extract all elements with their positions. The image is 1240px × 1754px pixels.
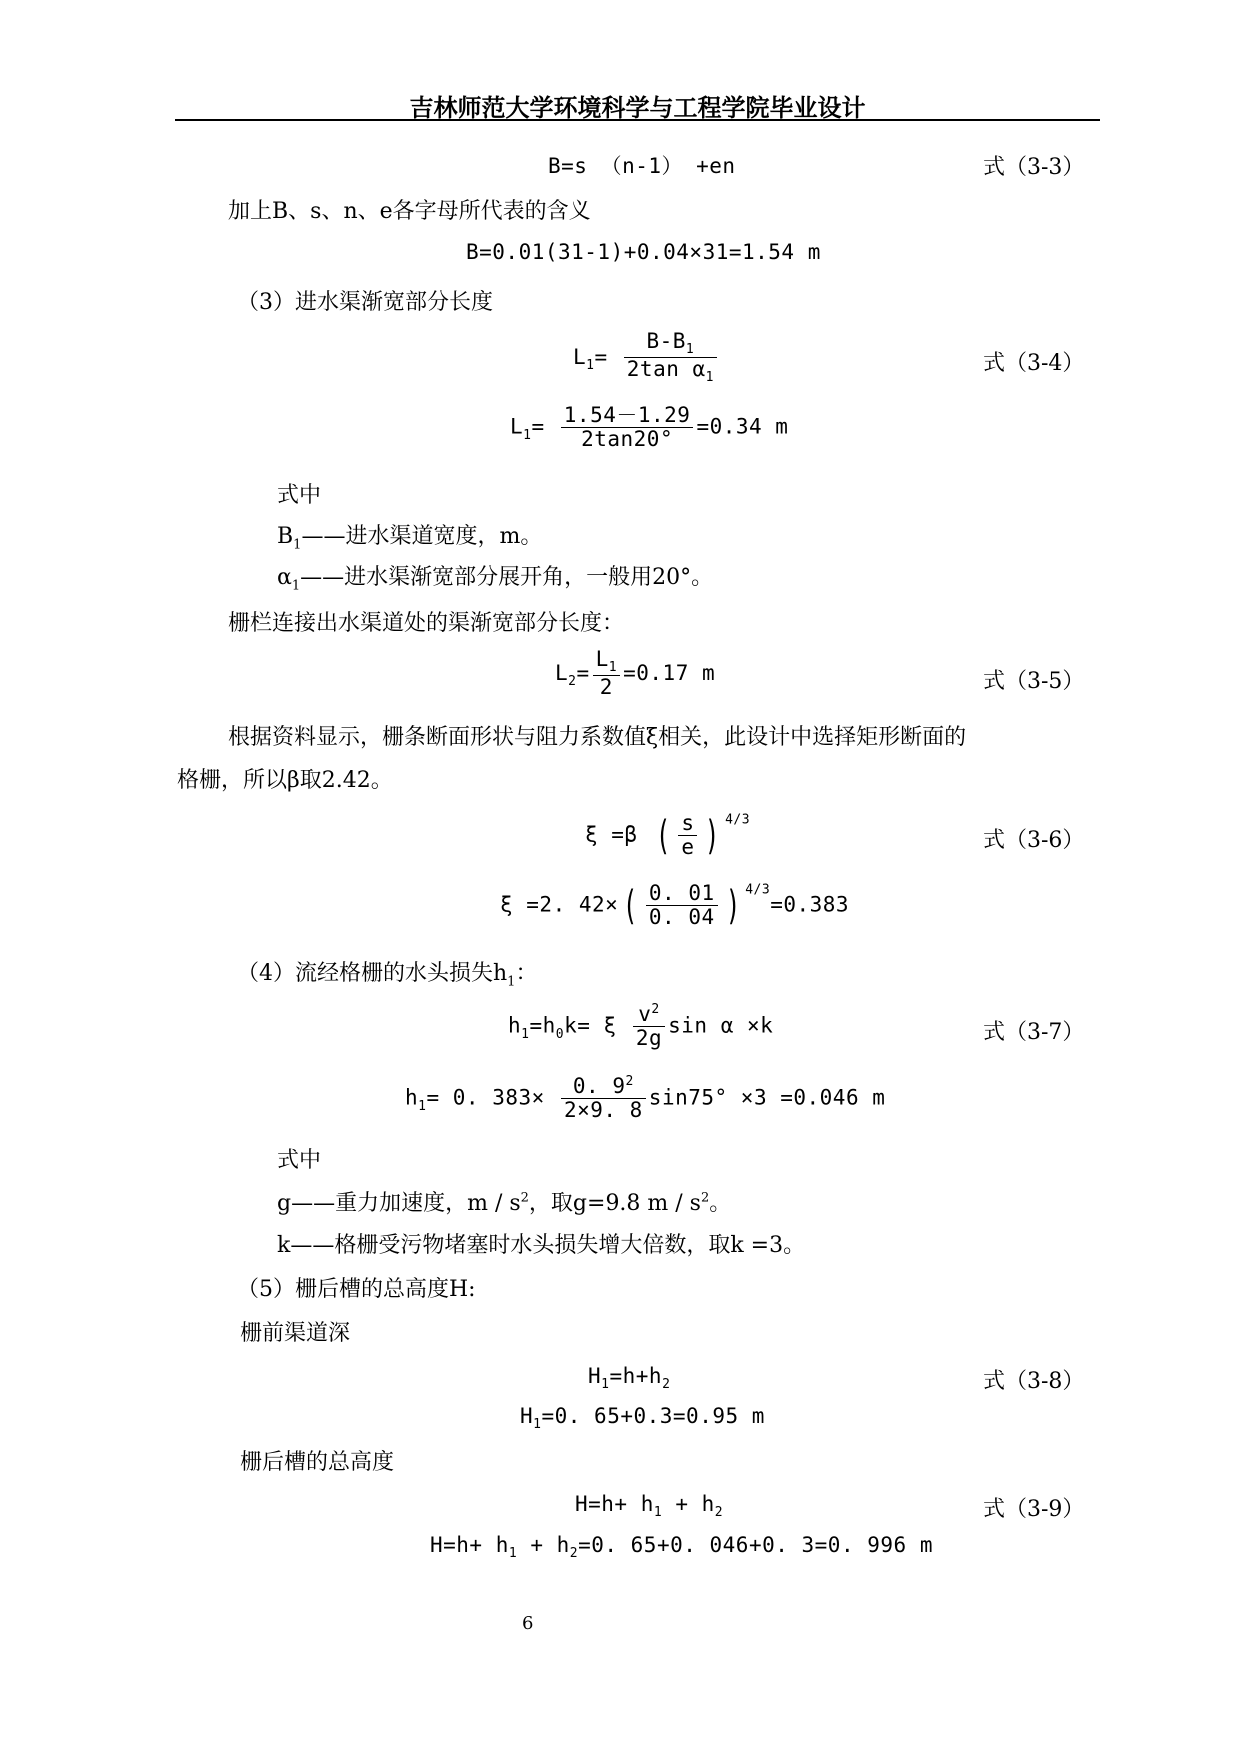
formula-l2: $L_2=$ $\frac{L_1}{2}$ =0.17 m bbox=[555, 647, 716, 700]
formula-l1: $L_1=$ $\frac{B-B_1}{2\tan \alpha_1}$ bbox=[573, 330, 720, 386]
eq-label-3-3: 式（3-3） bbox=[983, 155, 1085, 180]
text-line: 栅前渠道深 bbox=[240, 1321, 351, 1346]
text-line: 加上B、s、n、e各字母所代表的含义 bbox=[228, 199, 591, 224]
eq-label-3-7: 式（3-7） bbox=[983, 1020, 1085, 1045]
eq-label-3-6: 式（3-6） bbox=[983, 828, 1085, 853]
formula-H1-calc: $H_1=0$. 65+0.3=0.95 m bbox=[520, 1404, 765, 1433]
formula-H-calc: $H=h+ h_1 + h_2=0$. 65+0. 046+0. 3=0. 996 m bbox=[430, 1533, 933, 1562]
formula-h1: $h_1=h_0k= \xi$ $\frac{v^2}{2g}$ sin α ×k bbox=[508, 1002, 774, 1051]
formula-b-calc: B=0.01(31-1)+0.04×31=1.54 m bbox=[466, 240, 821, 264]
page-number: 6 bbox=[522, 1613, 534, 1634]
formula-xi: ξ =β ( $\frac{s}{e}$ ) $^{4/3}$ bbox=[585, 811, 751, 860]
eq-label-3-4: 式（3-4） bbox=[983, 351, 1085, 376]
text-line: 栅栏连接出水渠道处的渠渐宽部分长度： bbox=[228, 611, 625, 636]
formula-xi-calc: ξ =2. 42× ( $\frac{0. 01}{0. 04}$ ) $^{4/3}$=0.383 bbox=[500, 881, 850, 930]
paragraph-xi: 根据资料显示，栅条断面形状与阻力系数值ξ相关，此设计中选择矩形断面的 bbox=[228, 725, 967, 750]
section-heading-3: （3）进水渠渐宽部分长度 bbox=[237, 290, 493, 315]
where-label: 式中 bbox=[277, 1148, 322, 1173]
eq-label-3-9: 式（3-9） bbox=[983, 1497, 1085, 1522]
header-rule bbox=[175, 119, 1100, 121]
def-k: k——格栅受污物堵塞时水头损失增大倍数，取k =3。 bbox=[277, 1233, 806, 1258]
eq-label-3-8: 式（3-8） bbox=[983, 1369, 1085, 1394]
formula-h1-calc: $h_1= 0$. 383× $\frac{0. 9^2}{2\times 9. 8}$ sin75° ×3 =0.046 m bbox=[405, 1074, 886, 1123]
page-header-title: 吉林师范大学环境科学与工程学院毕业设计 bbox=[409, 94, 866, 122]
section-heading-4: （4）流经格栅的水头损失$h_1$： bbox=[237, 961, 538, 990]
text-line: 栅后槽的总高度 bbox=[240, 1450, 395, 1475]
formula-l1-calc: $L_1=$ $\frac{1.54-1.29}{2\tan 20^\circ}$ =0.34 m bbox=[510, 403, 789, 452]
def-b1: $B_1——$进水渠道宽度，m。 bbox=[277, 524, 543, 553]
formula-H: $H=h+ h_1 + h_2$ bbox=[575, 1492, 724, 1521]
formula-b: B=s （n-1） +en bbox=[548, 154, 736, 178]
formula-H1: $H_1=h+h_2$ bbox=[588, 1364, 671, 1393]
eq-label-3-5: 式（3-5） bbox=[983, 669, 1085, 694]
paragraph-xi-cont: 格栅，所以β取2.42。 bbox=[177, 768, 393, 793]
def-g: g——重力加速度，m / $s^2$，取g=9.8 m / $s^2$。 bbox=[277, 1190, 732, 1216]
section-heading-5: （5）栅后槽的总高度H: bbox=[237, 1277, 476, 1302]
where-label: 式中 bbox=[277, 483, 322, 508]
def-alpha: $\alpha_1——$进水渠渐宽部分展开角，一般用20°。 bbox=[277, 565, 714, 594]
